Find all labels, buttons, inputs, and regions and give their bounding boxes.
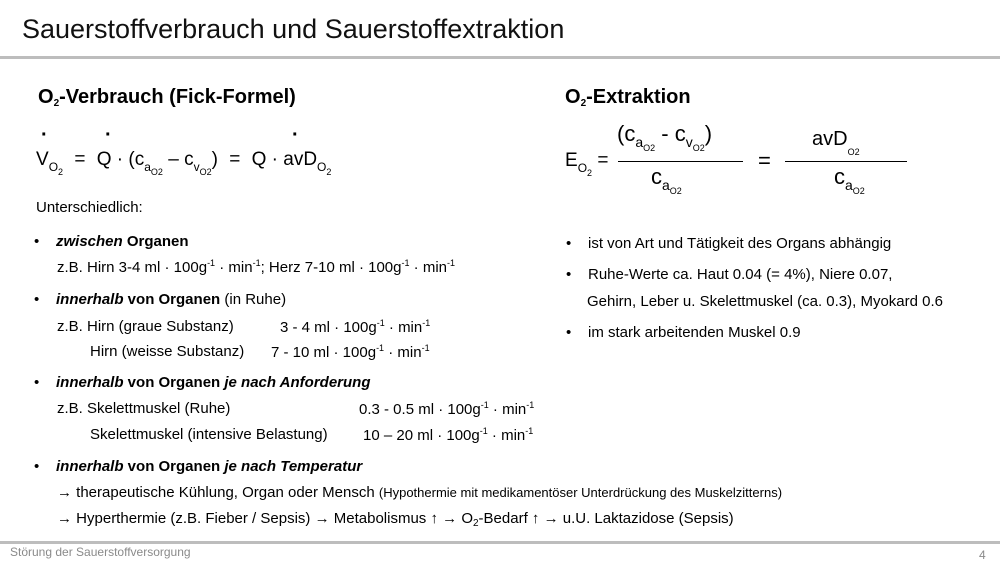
fraction-line-1 bbox=[618, 161, 743, 162]
graue-substanz-value: 3 - 4 ml · $100g^{-1} \cdot \min^{-1}$ bbox=[280, 318, 431, 336]
arrow-icon: → bbox=[57, 510, 72, 527]
bullet-innerhalb-anforderung: • innerhalb von Organen je nach Anforderung bbox=[34, 374, 371, 391]
heading-text: -Verbrauch (Fick-Formel) bbox=[59, 86, 296, 108]
weisse-substanz-label: Hirn (weisse Substanz) bbox=[90, 343, 245, 360]
arrow-icon: → bbox=[543, 510, 559, 527]
extraction-numerator-1: $(c_{a_{O2}} - c_{v_{O2}})$ bbox=[617, 121, 713, 153]
extraction-bullet-2: • Ruhe-Werte ca. Haut 0.04 (= 4%), Niere 0.07, bbox=[566, 266, 893, 283]
intro-text: Unterschiedlich: bbox=[36, 199, 143, 216]
fick-formula: $V_{O_2} = Q \cdot (c_{a_{O2}} - c_{v_{O2}}) = Q \cdot avD_{O_2}$ bbox=[36, 149, 332, 177]
bullet-zwischen: • zwischen Organen bbox=[34, 233, 189, 250]
q1-dot: · bbox=[105, 124, 112, 146]
hyperthermie-line: → Hyperthermie (z.B. Fieber / Sepsis) → Metabolismus ↑ → $O_2$-Bedarf ↑ → u.U. Laktazidose (Sepsis) bbox=[57, 510, 734, 529]
skelettmuskel-belastung-value: 10 – 20 ml · $100g^{-1} \cdot \min^{-1}$ bbox=[363, 426, 534, 444]
extraction-bullet-3: • im stark arbeitenden Muskel 0.9 bbox=[566, 324, 801, 341]
extraction-denominator-2: $c_{a_{O2}}$ bbox=[834, 164, 865, 196]
extraction-denominator-1: $c_{a_{O2}}$ bbox=[651, 164, 682, 196]
right-heading: $O_2$-Extraktion bbox=[565, 86, 691, 109]
page-number: 4 bbox=[979, 548, 986, 562]
graue-substanz-label: z.B. Hirn (graue Substanz) bbox=[57, 318, 234, 335]
weisse-substanz-value: 7 - 10 ml · $100g^{-1} \cdot \min^{-1}$ bbox=[271, 343, 430, 361]
arrow-icon: → bbox=[314, 510, 330, 527]
heading-o: O bbox=[38, 86, 54, 108]
extraction-bullet-1: • ist von Art und Tätigkeit des Organs abhängig bbox=[566, 235, 892, 252]
bullet-innerhalb-temperatur: • innerhalb von Organen je nach Temperatur bbox=[34, 458, 363, 475]
footer-divider bbox=[0, 541, 1000, 544]
kuehlung-line: → therapeutische Kühlung, Organ oder Mensch (Hypothermie mit medikamentöser Unterdrückung des Muskelzitterns) bbox=[57, 484, 783, 501]
skelettmuskel-belastung-label: Skelettmuskel (intensive Belastung) bbox=[90, 426, 328, 443]
bullet-innerhalb-ruhe: • innerhalb von Organen (in Ruhe) bbox=[34, 291, 287, 308]
slide-title: Sauerstoffverbrauch und Sauerstoffextraktion bbox=[22, 14, 565, 44]
extraction-e: $E_{O_2}$ = bbox=[565, 150, 609, 178]
q2-dot: · bbox=[292, 124, 299, 146]
heading-sub: 2 bbox=[53, 98, 60, 109]
title-divider bbox=[0, 56, 1000, 59]
bullet-zwischen-detail: z.B. Hirn 3-4 ml · $100g^{-1} \cdot \min^{-1}$; Herz 7-10 ml · $100g^{-1} \cdot \min^{-1}$ bbox=[57, 258, 456, 276]
extraction-numerator-2: avD$_{_{O2}}$ bbox=[812, 128, 860, 157]
fraction-line-2 bbox=[785, 161, 907, 162]
left-heading bbox=[38, 86, 296, 109]
footer-text: Störung der Sauerstoffversorgung bbox=[10, 545, 191, 559]
skelettmuskel-ruhe-label: z.B. Skelettmuskel (Ruhe) bbox=[57, 400, 231, 417]
extraction-bullet-2-cont: Gehirn, Leber u. Skelettmuskel (ca. 0.3), Myokard 0.6 bbox=[587, 293, 943, 310]
skelettmuskel-ruhe-value: 0.3 - 0.5 ml · $100g^{-1} \cdot \min^{-1}$ bbox=[359, 400, 535, 418]
arrow-icon: → bbox=[57, 484, 72, 501]
arrow-icon: → bbox=[442, 510, 458, 527]
v-dot: · bbox=[41, 124, 48, 146]
extraction-eq2: = bbox=[758, 148, 771, 173]
